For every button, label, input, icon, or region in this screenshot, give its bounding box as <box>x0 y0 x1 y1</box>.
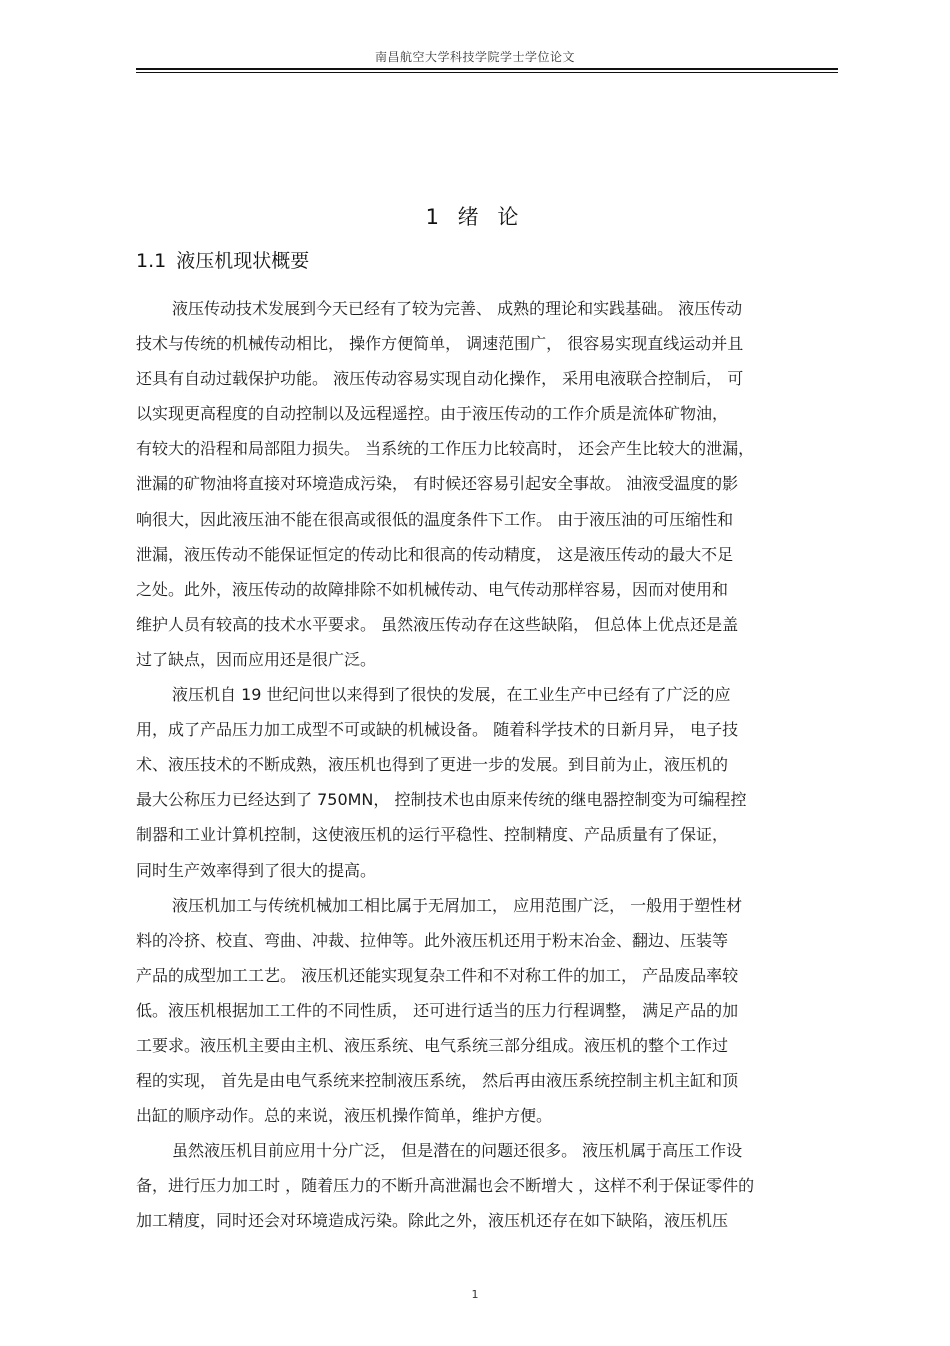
header-rule-thin <box>136 72 838 73</box>
paragraph-line: 维护人员有较高的技术水平要求。 虽然液压传动存在这些缺陷， 但总体上优点还是盖 <box>136 614 739 634</box>
paragraph-line: 以实现更高程度的自动控制以及远程遥控。由于液压传动的工作介质是流体矿物油， <box>136 404 729 424</box>
paragraph-line: 术、液压技术的不断成熟，液压机也得到了更进一步的发展。到目前为止，液压机的 <box>136 755 729 775</box>
section-heading <box>136 246 309 273</box>
section-number: 1.1 <box>136 250 167 272</box>
paragraph-line: 响很大，因此液压油不能在很高或很低的温度条件下工作。 由于液压油的可压缩性和 <box>136 509 734 529</box>
paragraph-line: 出缸的顺序动作。总的来说，液压机操作简单，维护方便。 <box>136 1106 553 1126</box>
paragraph-line: 用，成了产品压力加工成型不可或缺的机械设备。 随着科学技术的日新月异， 电子技 <box>136 720 739 740</box>
paragraph-line: 产品的成型加工工艺。 液压机还能实现复杂工件和不对称工件的加工， 产品废品率较 <box>136 965 739 985</box>
paragraph-line: 低。液压机根据加工工件的不同性质， 还可进行适当的压力行程调整， 满足产品的加 <box>136 1000 739 1020</box>
paragraph-line: 虽然液压机目前应用十分广泛， 但是潜在的问题还很多。 液压机属于高压工作设 <box>172 1141 743 1161</box>
paragraph-line: 工要求。液压机主要由主机、液压系统、电气系统三部分组成。液压机的整个工作过 <box>136 1035 729 1055</box>
paragraph-line: 最大公称压力已经达到了 750MN， 控制技术也由原来传统的继电器控制变为可编程控 <box>136 790 747 810</box>
paragraph-line: 之处。此外，液压传动的故障排除不如机械传动、电气传动那样容易，因而对使用和 <box>136 579 729 599</box>
paragraph-line: 泄漏的矿物油将直接对环境造成污染， 有时候还容易引起安全事故。 油液受温度的影 <box>136 474 739 494</box>
section-title: 液压机现状概要 <box>176 250 310 272</box>
body-text <box>136 291 834 1239</box>
paragraph-line: 液压机自 19 世纪问世以来得到了很快的发展，在工业生产中已经有了广泛的应 <box>172 685 731 705</box>
paragraph-line: 液压机加工与传统机械加工相比属于无屑加工， 应用范围广泛， 一般用于塑性材 <box>172 895 743 915</box>
header-rule-thick <box>136 68 838 70</box>
paragraph-line: 过了缺点，因而应用还是很广泛。 <box>136 649 377 669</box>
paragraph-line: 液压传动技术发展到今天已经有了较为完善、 成熟的理论和实践基础。 液压传动 <box>172 299 743 318</box>
paragraph-line: 还具有自动过载保护功能。 液压传动容易实现自动化操作， 采用电液联合控制后， 可 <box>136 369 744 389</box>
paragraph-line: 同时生产效率得到了很大的提高。 <box>136 860 377 880</box>
paragraph-line: 制器和工业计算机控制，这使液压机的运行平稳性、控制精度、产品质量有了保证， <box>136 825 729 845</box>
running-header: 南昌航空大学科技学院学士学位论文 <box>374 50 575 64</box>
paragraph-line: 料的冷挤、校直、弯曲、冲裁、拉伸等。此外液压机还用于粉末冶金、翻边、压装等 <box>136 930 729 950</box>
paragraph-line: 有较大的沿程和局部阻力损失。 当系统的工作压力比较高时， 还会产生比较大的泄漏， <box>136 439 755 459</box>
paragraph-line: 技术与传统的机械传动相比， 操作方便简单， 调速范围广， 很容易实现直线运动并且 <box>136 334 744 354</box>
chapter-title: 1 绪 论 <box>425 205 525 229</box>
paragraph-line: 泄漏，液压传动不能保证恒定的传动比和很高的传动精度， 这是液压传动的最大不足 <box>136 544 734 564</box>
page-number: 1 <box>471 1288 479 1301</box>
paragraph-line: 程的实现， 首先是由电气系统来控制液压系统， 然后再由液压系统控制主机主缸和顶 <box>136 1071 739 1091</box>
paragraph-line: 备，进行压力加工时 ，随着压力的不断升高泄漏也会不断增大 ，这样不利于保证零件的 <box>136 1176 755 1196</box>
paragraph-line: 加工精度，同时还会对环境造成污染。除此之外，液压机还存在如下缺陷，液压机压 <box>136 1211 729 1231</box>
